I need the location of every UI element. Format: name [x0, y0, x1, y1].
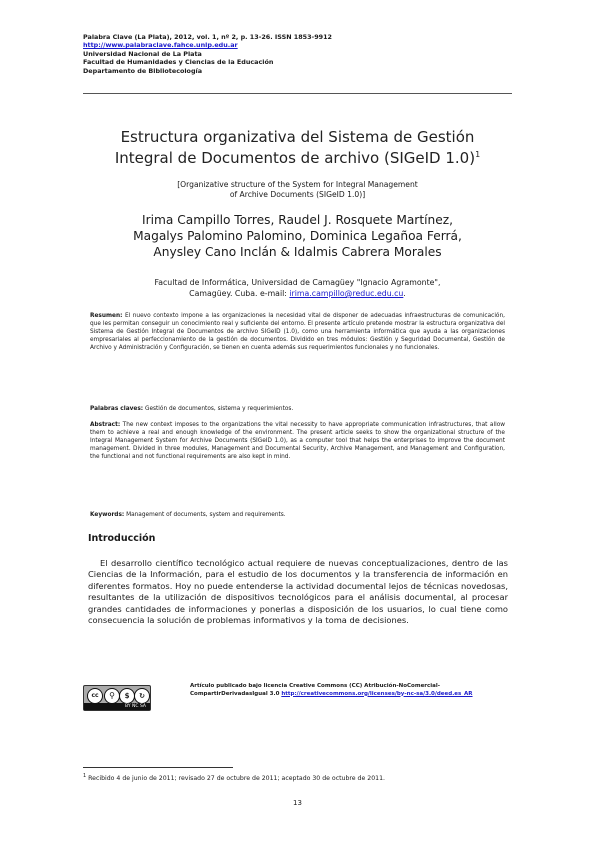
- license-text: Artículo publicado bajo licencia Creative Commons (CC) Atribución-NoComercial-CompartirDerivadasIgual 3.0: [190, 683, 441, 697]
- introduccion-paragraph: [88, 558, 508, 627]
- attribution-icon: ⚲: [104, 688, 120, 704]
- email-link[interactable]: irima.campillo@reduc.edu.cu: [289, 288, 404, 298]
- cc-badge-label: BY NC SA: [84, 703, 150, 710]
- footnote-text: Recibido 4 de junio de 2011; revisado 27 de octubre de 2011; aceptado 30 de octubre de 2011.: [88, 775, 385, 783]
- footnote-mark: 1: [83, 773, 87, 779]
- title-line-2: [60, 146, 535, 167]
- department-name: Departamento de Bibliotecología: [83, 66, 203, 75]
- section-heading-introduccion: Introducción: [88, 533, 156, 544]
- keywords-text: Management of documents, system and requirements.: [126, 512, 286, 518]
- resumen-label: Resumen:: [90, 313, 123, 319]
- palabras-claves-paragraph: [90, 405, 505, 413]
- affiliation-suffix: .: [403, 288, 406, 298]
- article-title: [60, 128, 535, 167]
- footnote: [83, 773, 385, 782]
- journal-header: [83, 33, 332, 75]
- title-footnote-mark[interactable]: 1: [475, 150, 481, 159]
- palabras-claves-text: Gestión de documentos, sistema y requerimientos.: [144, 406, 294, 412]
- sharealike-icon: ↻: [134, 688, 150, 704]
- subtitle-line-2: of Archive Documents (SIGeID 1.0)]: [229, 190, 366, 200]
- keywords-paragraph: [90, 511, 505, 519]
- subtitle-line-1: [Organizative structure of the System for Integral Management: [177, 180, 418, 189]
- footnote-divider: [83, 767, 233, 768]
- cc-icon: cc: [87, 688, 103, 704]
- affiliation: [90, 278, 505, 300]
- title-line-1: Estructura organizativa del Sistema de Gestión: [120, 128, 475, 146]
- faculty-name: Facultad de Humanidades y Ciencias de la Educación: [83, 58, 274, 67]
- palabras-claves-label: Palabras claves:: [90, 406, 144, 412]
- authors-line-2: Magalys Palomino Palomino, Dominica Legañoa Ferrá,: [133, 228, 462, 243]
- authors-line-1: Irima Campillo Torres, Raudel J. Rosquete Martínez,: [142, 213, 453, 227]
- authors-line-3: Anysley Cano Inclán & Idalmis Cabrera Morales: [153, 244, 442, 259]
- affiliation-line-1: Facultad de Informática, Universidad de Camagüey "Ignacio Agramonte",: [154, 278, 441, 287]
- journal-url-link[interactable]: http://www.palabraclave.fahce.unlp.edu.ar: [83, 41, 238, 50]
- header-divider: [83, 93, 512, 94]
- keywords-label: Keywords:: [90, 512, 125, 518]
- university-name: Universidad Nacional de La Plata: [83, 49, 202, 58]
- affiliation-line-2: [90, 289, 505, 300]
- introduccion-text: El desarrollo científico tecnológico actual requiere de nuevas conceptualizaciones, dentro de las Ciencias de la Información, para el estudio de los documentos y la transferencia de información en diferentes formatos. Hoy no puede entenderse la actividad documental lejos de técnicas novedosas, resultantes de la utilización de dispositivos tecnológicos para el análisis documental, al procesar grandes cantidades de informaciones y ponerlas a disposición de los usuarios, lo cual tiene como consecuencia la solución de problemas informativos y la toma de decisiones.: [88, 558, 508, 626]
- license-notice: [190, 683, 500, 698]
- abstract-text: The new context imposes to the organizations the vital necessity to have appropriate communication infrastructures, that allow them to achieve a real and enough knowledge of the environment. The present article seeks to show the organizational structure of the Integral Management System for Archive Documents (SIGeID 1.0), as a computer tool that helps the enterprises to improve the document management. Divided in three modules, Management and Documental Security, Archive Management, and Management and Configuration, the functional and not functional requirements are also kept in mind.: [90, 422, 505, 461]
- resumen-paragraph: [90, 312, 505, 352]
- page-number: 13: [293, 799, 302, 807]
- article-subtitle: [90, 180, 505, 201]
- abstract-label: Abstract:: [90, 422, 121, 428]
- abstract-paragraph: [90, 421, 505, 461]
- license-link[interactable]: http://creativecommons.org/licenses/by-nc-sa/3.0/deed.es_AR: [281, 690, 473, 697]
- author-list: [60, 213, 535, 260]
- noncommercial-icon: $: [119, 688, 135, 704]
- affiliation-prefix: Camagüey. Cuba. e-mail:: [189, 288, 290, 298]
- resumen-text: El nuevo contexto impone a las organizaciones la necesidad vital de disponer de adecuadas infraestructuras de comunicación, que les permitan conseguir un conocimiento real y suficiente del entorno. El presente artículo pretende mostrar la estructura organizativa del Sistema de Gestión Integral de Documentos de archivo SIGeID (1.0), como una herramienta informática que ayuda a las organizaciones empresariales al perfeccionamiento de la gestión de documentos. Dividido en tres módulos: Gestión y Seguridad Documental, Gestión de Archivo y Administración y Configuración, se tienen en cuenta además sus requerimientos funcionales y no funcionales.: [90, 313, 505, 352]
- journal-citation: Palabra Clave (La Plata), 2012, vol. 1, nº 2, p. 13-26. ISSN 1853-9912: [83, 33, 332, 41]
- title-line-2-text: Integral de Documentos de archivo (SIGeID 1.0): [114, 149, 476, 167]
- creative-commons-badge[interactable]: [83, 685, 151, 711]
